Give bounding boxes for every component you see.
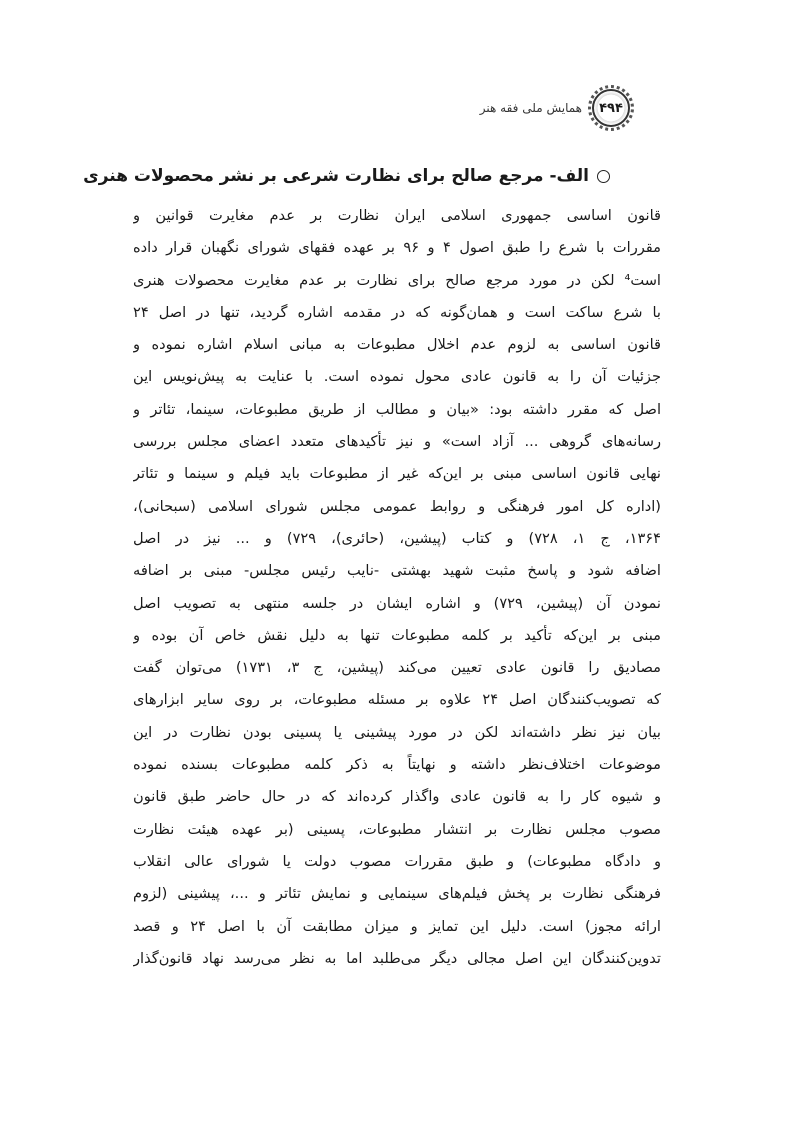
text-line: مصوب مجلس نظارت بر انتشار مطبوعات، پسینی (بر عهده هیئت نظارت <box>133 820 661 838</box>
text-line: با شرع ساکت است و همان‌گونه که در مقدمه اشاره گردید، تنها در اصل ۲۴ <box>133 303 661 321</box>
text-line: رسانه‌های گروهی ... آزاد است» و نیز تأکیدهای متعدد اعضای مجلس بررسی <box>133 433 661 451</box>
text-line: بیان نیز نظر داشته‌اند لکن در مورد پیشینی یا پسینی بودن نظارت در این <box>133 723 661 741</box>
text-line: است⁴ لکن در مورد مرجع صالح برای نظارت بر عدم مغایرت محصولات هنری <box>133 271 661 289</box>
body-paragraph <box>133 200 661 975</box>
page-number: ۴۹۴ <box>599 100 623 116</box>
page-number-badge <box>592 89 630 127</box>
text-line: نمودن آن (پیشین، ۷۲۹) و اشاره ایشان در جلسه منتهی به تصویب اصل <box>133 594 661 612</box>
text-line: اضافه شود و پاسخ مثبت شهید بهشتی -نایب رئیس مجلس- مبنی بر اضافه <box>133 562 661 580</box>
text-line: جزئیات آن را به قانون عادی محول نموده است. با عنایت به پیش‌نویس این <box>133 368 661 386</box>
text-line: و شیوه کار را به قانون عادی واگذار کرده‌اند که در حال حاضر طبق قانون <box>133 788 661 806</box>
text-line: و دادگاه مطبوعات) و طبق مقررات مصوب دولت یا شورای عالی انقلاب <box>133 852 661 870</box>
text-line: که تصویب‌کنندگان اصل ۲۴ علاوه بر مسئله مطبوعات، بر روی سایر ابزارهای <box>133 691 661 709</box>
running-title: همایش ملی فقه هنر <box>479 101 582 115</box>
text-line: نهایی قانون اساسی مبنی بر این‌که غیر از مطبوعات باید فیلم و سینما و تئاتر <box>133 465 661 483</box>
text-line: موضوعات اختلاف‌نظر داشته و نهایتاً به ذکر کلمه مطبوعات بسنده نموده <box>133 756 661 774</box>
text-line: فرهنگی نظارت بر پخش فیلم‌های سینمایی و نمایش تئاتر و ...، پیشینی (لزوم <box>133 885 661 903</box>
text-line: تدوین‌کنندگان این اصل مجالی دیگر می‌طلبد اما به نظر می‌رسد نهاد قانون‌گذار <box>133 949 661 967</box>
text-line: قانون اساسی جمهوری اسلامی ایران نظارت بر عدم مغایرت قوانین و <box>133 207 661 224</box>
text-line: (اداره کل امور فرهنگی و روابط عمومی مجلس شورای اسلامی (سبحانی)، <box>133 497 661 515</box>
text-line: مقررات با شرع را طبق اصول ۴ و ۹۶ بر عهده فقهای شورای نگهبان قرار داده <box>133 239 661 257</box>
text-line: ارائه مجوز) است. دلیل این تمایز و میزان مطابقت آن با اصل ۲۴ و قصد <box>133 917 661 935</box>
section-heading <box>83 166 610 186</box>
text-line: مبنی بر این‌که تأکید بر کلمه مطبوعات تنها به دلیل نقش خاص آن بوده و <box>133 626 661 644</box>
text-line: ۱۳۶۴، ج ۱، ۷۲۸) و کتاب (پیشین، (حائری)، ۷۲۹) و ... نیز در اصل <box>133 529 661 547</box>
page-header <box>470 88 630 128</box>
text-line: اصل که مقرر داشته بود: «بیان و مطالب از طریق مطبوعات، سینما، تئاتر و <box>133 400 661 418</box>
circle-bullet-icon <box>597 170 610 183</box>
text-line: مصادیق را قانون عادی تعیین می‌کند (پیشین، ج ۳، ۱۷۳۱) می‌توان گفت <box>133 659 661 677</box>
text-line: قانون اساسی به لزوم عدم اخلال مطبوعات به مبانی اسلام اشاره نموده و <box>133 336 661 354</box>
section-heading-text: الف- مرجع صالح برای نظارت شرعی بر نشر محصولات هنری <box>83 166 589 186</box>
